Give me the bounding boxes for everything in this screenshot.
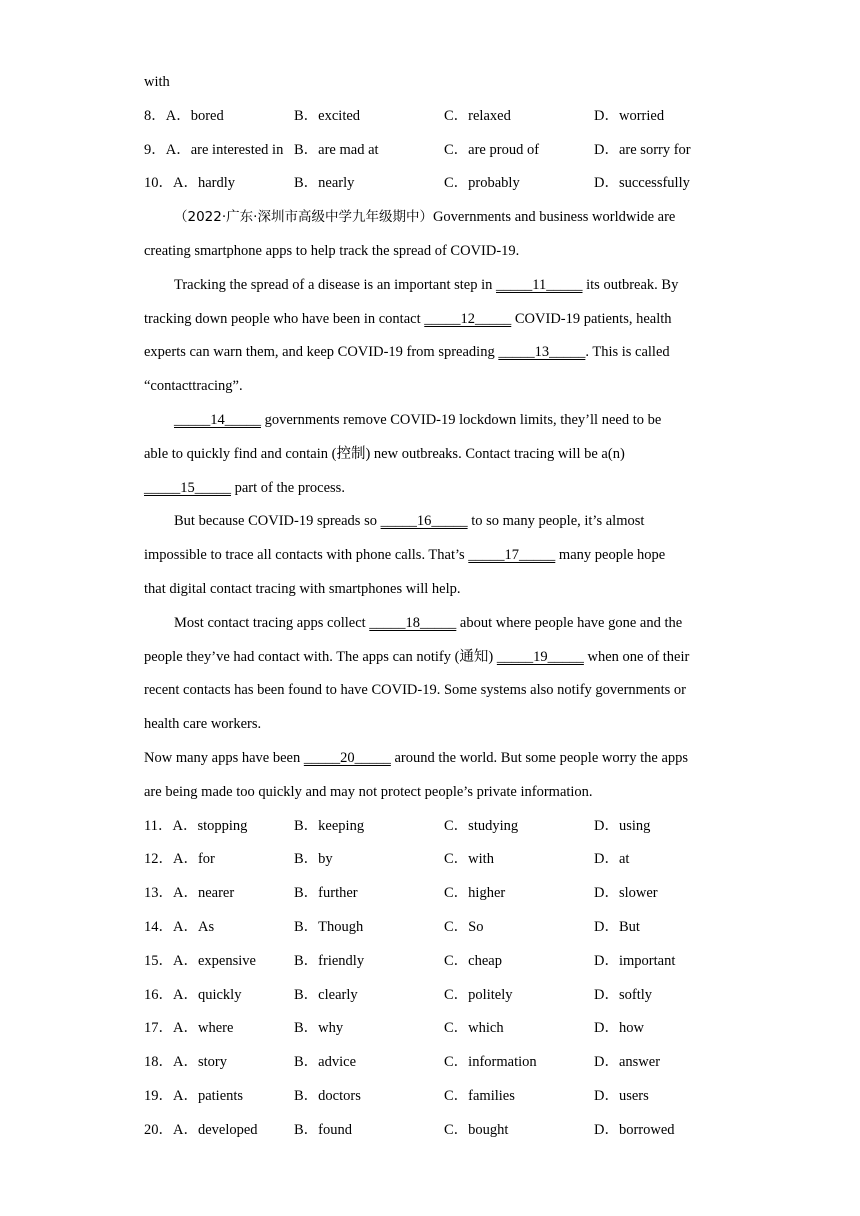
option-a: 8．A．bored <box>144 107 224 124</box>
question-options-row <box>144 810 719 844</box>
option-b: B．found <box>294 1121 352 1138</box>
option-a: 14．A．As <box>144 918 215 935</box>
option-b: B．are mad at <box>294 141 379 158</box>
paragraph-line: Tracking the spread of a disease is an important step in _____11_____ its outbreak. By <box>174 276 679 293</box>
option-c: C．relaxed <box>444 107 511 124</box>
blank-19: _____19_____ <box>496 648 584 665</box>
option-a: 9．A．are interested in <box>144 141 284 158</box>
continued-text: with <box>144 74 170 90</box>
paragraph-line: experts can warn them, and keep COVID-19 from spreading _____13_____. This is called <box>144 344 670 361</box>
option-a: 17．A．where <box>144 1020 234 1037</box>
page-content <box>144 66 719 1148</box>
question-options-row <box>144 911 719 945</box>
blank-20: _____20_____ <box>303 749 391 766</box>
option-b: B．friendly <box>294 952 365 969</box>
option-b: B．by <box>294 851 333 868</box>
question-options-row <box>144 843 719 877</box>
option-b: B．Though <box>294 918 364 935</box>
option-a: 12．A．for <box>144 851 215 868</box>
blank-14: _____14_____ <box>174 411 261 428</box>
option-a: 15．A．expensive <box>144 952 256 969</box>
paragraph-line: that digital contact tracing with smartphones will help. <box>144 580 461 597</box>
option-d: D．how <box>594 1020 644 1037</box>
option-d: D．at <box>594 851 630 868</box>
option-c: C．bought <box>444 1121 509 1138</box>
paragraph-line: recent contacts has been found to have COVID-19. Some systems also notify governments or <box>144 682 687 699</box>
text-line <box>144 66 719 100</box>
option-c: C．families <box>444 1087 515 1104</box>
option-b: B．nearly <box>294 175 355 192</box>
option-c: C．with <box>444 851 494 868</box>
option-d: D．worried <box>594 107 665 124</box>
blank-18: _____18_____ <box>369 614 457 631</box>
blank-17: _____17_____ <box>468 547 556 564</box>
option-c: C．cheap <box>444 952 502 969</box>
option-d: D．successfully <box>594 175 690 192</box>
option-c: C．politely <box>444 986 513 1003</box>
paragraph-line: are being made too quickly and may not protect people’s private information. <box>144 783 593 800</box>
blank-15: _____15_____ <box>144 479 231 496</box>
question-options-row <box>144 1012 719 1046</box>
question-options-row <box>144 945 719 979</box>
option-d: D．using <box>594 817 651 834</box>
blank-16: _____16_____ <box>380 513 468 530</box>
option-c: C．which <box>444 1020 504 1037</box>
question-10-options <box>144 167 719 201</box>
source-label: （2022·广东·深圳市高级中学九年级期中） <box>174 209 433 226</box>
option-c: C．studying <box>444 817 519 834</box>
blank-11: _____11_____ <box>496 276 583 293</box>
blank-13: _____13_____ <box>498 344 586 361</box>
paragraph-line: Most contact tracing apps collect _____18_____ about where people have gone and the <box>174 614 683 631</box>
option-a: 13．A．nearer <box>144 885 235 902</box>
prev-question-options <box>144 100 719 201</box>
option-c: C．information <box>444 1054 537 1071</box>
option-c: C．So <box>444 918 484 935</box>
paragraph-line: Now many apps have been _____20_____ around the world. But some people worry the apps <box>144 749 689 766</box>
paragraph-line: But because COVID-19 spreads so _____16_____ to so many people, it’s almost <box>174 513 645 530</box>
option-d: D．users <box>594 1087 649 1104</box>
option-d: D．answer <box>594 1054 661 1071</box>
passage-intro-line-2: creating smartphone apps to help track the spread of COVID-19. <box>144 242 520 259</box>
option-b: B．further <box>294 885 358 902</box>
question-options-row <box>144 1046 719 1080</box>
paragraph-line: impossible to trace all contacts with phone calls. That’s _____17_____ many people hope <box>144 547 666 564</box>
paragraph-line: health care workers. <box>144 716 262 733</box>
option-d: D．But <box>594 918 640 935</box>
option-b: B．excited <box>294 107 361 124</box>
option-a: 19．A．patients <box>144 1087 244 1104</box>
option-a: 10．A．hardly <box>144 175 236 192</box>
paragraph-line: people they’ve had contact with. The apps can notify (通知) _____19_____ when one of their <box>144 648 690 665</box>
option-b: B．clearly <box>294 986 358 1003</box>
option-c: C．probably <box>444 175 520 192</box>
option-d: D．softly <box>594 986 652 1003</box>
question-8-options <box>144 100 719 134</box>
option-a: 16．A．quickly <box>144 986 242 1003</box>
question-options-row <box>144 1080 719 1114</box>
option-b: B．advice <box>294 1054 357 1071</box>
paragraph-line: “contacttracing”. <box>144 378 243 395</box>
blank-12: _____12_____ <box>424 310 512 327</box>
option-d: D．borrowed <box>594 1121 675 1138</box>
question-options-list <box>144 810 719 1148</box>
passage-intro-line-1: （2022·广东·深圳市高级中学九年级期中）Governments and business worldwide are <box>174 209 676 226</box>
question-options-row <box>144 979 719 1013</box>
option-b: B．why <box>294 1020 344 1037</box>
option-b: B．doctors <box>294 1087 361 1104</box>
question-options-row <box>144 1114 719 1148</box>
paragraph-line: able to quickly find and contain (控制) new outbreaks. Contact tracing will be a(n) <box>144 445 625 462</box>
option-a: 20．A．developed <box>144 1121 258 1138</box>
paragraph-line: tracking down people who have been in contact _____12_____ COVID-19 patients, health <box>144 310 672 327</box>
option-d: D．are sorry for <box>594 141 691 158</box>
passage <box>144 201 719 809</box>
option-b: B．keeping <box>294 817 365 834</box>
option-c: C．higher <box>444 885 506 902</box>
paragraph-line: _____15_____ part of the process. <box>144 479 345 496</box>
question-9-options <box>144 134 719 168</box>
option-a: 11．A．stopping <box>144 817 248 834</box>
option-a: 18．A．story <box>144 1054 227 1071</box>
question-options-row <box>144 877 719 911</box>
paragraph-line: _____14_____ governments remove COVID-19 lockdown limits, they’ll need to be <box>174 411 662 428</box>
option-d: D．slower <box>594 885 658 902</box>
option-d: D．important <box>594 952 676 969</box>
option-c: C．are proud of <box>444 141 540 158</box>
